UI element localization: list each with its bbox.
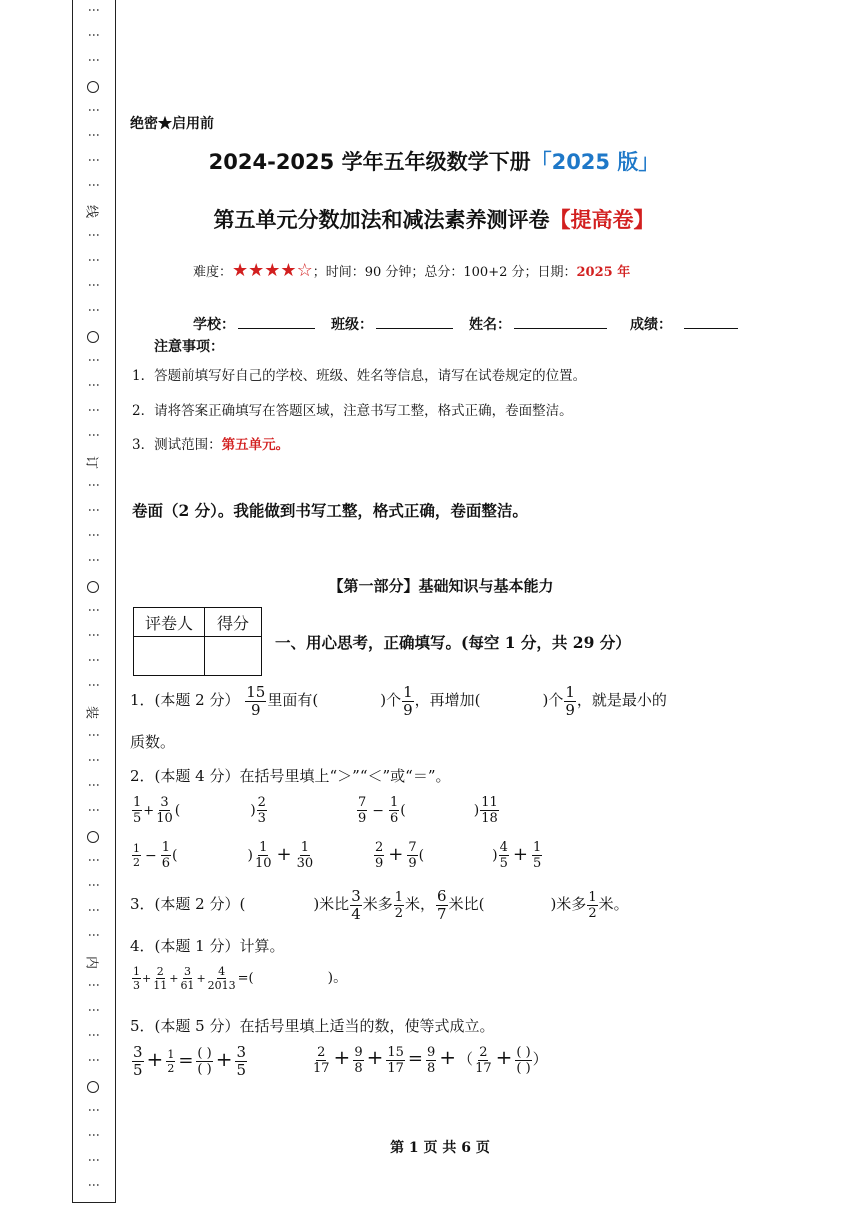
exam-meta-text: ；时间：90 分钟；总分：100+2 分；日期： bbox=[312, 265, 577, 280]
margin-dots: ⋮ bbox=[87, 4, 101, 16]
margin-dots: ⋮ bbox=[87, 479, 101, 491]
margin-dots: ⋮ bbox=[87, 1029, 101, 1041]
margin-dots: ⋮ bbox=[87, 654, 101, 666]
section-title: 一、用心思考，正确填写。(每空 1 分，共 29 分） bbox=[275, 633, 631, 652]
margin-dots: ⋮ bbox=[87, 604, 101, 616]
school-label: 学校： bbox=[193, 317, 235, 333]
notice-title: 注意事项： bbox=[154, 339, 224, 355]
margin-dots: ⋮ bbox=[87, 304, 101, 316]
page-footer: 第 1 页 共 6 页 bbox=[390, 1140, 490, 1156]
notice-item-3 bbox=[132, 433, 289, 453]
margin-dots: ⋮ bbox=[87, 379, 101, 391]
title-version: 「2025 版」 bbox=[530, 150, 660, 174]
class-field[interactable] bbox=[376, 328, 453, 329]
margin-dots: ⋮ bbox=[87, 1179, 101, 1191]
part-title: 【第一部分】基础知识与基本能力 bbox=[328, 577, 554, 595]
neatness-statement: 卷面（2 分）。我能做到书写工整，格式正确，卷面整洁。 bbox=[132, 501, 528, 520]
margin-dots: ⋮ bbox=[87, 779, 101, 791]
margin-dots: ⋮ bbox=[87, 104, 101, 116]
q5-blank-2[interactable]: $\frac{( )}{( )}$ bbox=[516, 1044, 531, 1076]
margin-dots: ⋮ bbox=[87, 804, 101, 816]
margin-dots: ⋮ bbox=[87, 904, 101, 916]
margin-circle bbox=[87, 81, 99, 93]
score-cell[interactable] bbox=[205, 637, 262, 676]
score-field[interactable] bbox=[684, 328, 738, 329]
margin-dots: ⋮ bbox=[87, 179, 101, 191]
notice-item-1: 1．答题前填写好自己的学校、班级、姓名等信息，请写在试卷规定的位置。 bbox=[132, 368, 587, 384]
score-label: 成绩： bbox=[630, 317, 672, 333]
q1-fraction-1: $\frac{15}{9}$ bbox=[246, 682, 266, 719]
question-4: 4．(本题 1 分）计算。 bbox=[130, 937, 285, 955]
margin-dots: ⋮ bbox=[87, 979, 101, 991]
margin-dots: ⋮ bbox=[87, 1129, 101, 1141]
margin-dots: ⋮ bbox=[87, 679, 101, 691]
question-5: 5．(本题 5 分）在括号里填上适当的数，使等式成立。 bbox=[130, 1017, 495, 1035]
margin-label: 内 bbox=[83, 955, 99, 969]
margin-dots: ⋮ bbox=[87, 154, 101, 166]
subtitle-main: 第五单元分数加法和减法素养测评卷 bbox=[213, 208, 550, 232]
school-field[interactable] bbox=[238, 328, 315, 329]
q5-equation-1: $\frac{3}{5}$ + $\frac{1}{2}$ = $\frac{( )}{( )}$ + $\frac{3}{5}$ bbox=[133, 1043, 246, 1079]
margin-dots: ⋮ bbox=[87, 729, 101, 741]
q5-equation-2: $\frac{2}{17}$ + $\frac{9}{8}$ + $\frac{15}{17}$ = $\frac{9}{8}$ + （ $\frac{2}{17}$ + $\frac{( )}{( )}$ ） bbox=[313, 1044, 548, 1076]
margin-dots: ⋮ bbox=[87, 929, 101, 941]
margin-dots: ⋮ bbox=[87, 1054, 101, 1066]
title-main: 2024-2025 学年五年级数学下册 bbox=[208, 150, 531, 174]
q2-expr-d: $\frac{2}{9}$ + $\frac{7}{9}$ ( ) $\frac{4}{5}$ + $\frac{1}{5}$ bbox=[375, 840, 542, 871]
secret-label: 绝密★启用前 bbox=[130, 116, 214, 132]
margin-label: 订 bbox=[83, 455, 99, 469]
binding-margin-marks bbox=[83, 0, 101, 1202]
margin-dots: ⋮ bbox=[87, 554, 101, 566]
margin-dots: ⋮ bbox=[87, 879, 101, 891]
margin-dots: ⋮ bbox=[87, 854, 101, 866]
q1-prefix: 1．(本题 2 分） bbox=[130, 691, 240, 709]
question-1: 1．(本题 2 分） $\frac{15}{9}$ 里面有( )个 $\frac{1}{9}$ ，再增加( )个 $\frac{1}{9}$ ，就是最小的 bbox=[130, 682, 667, 719]
q1-fraction-3: $\frac{1}{9}$ bbox=[565, 682, 575, 719]
margin-dots: ⋮ bbox=[87, 1154, 101, 1166]
margin-dots: ⋮ bbox=[87, 629, 101, 641]
margin-circle bbox=[87, 1081, 99, 1093]
margin-dots: ⋮ bbox=[87, 229, 101, 241]
notice-item-3-label: 3．测试范围： bbox=[132, 437, 222, 453]
margin-dots: ⋮ bbox=[87, 754, 101, 766]
name-field[interactable] bbox=[514, 328, 607, 329]
grader-table bbox=[133, 607, 262, 676]
q2-expr-b: $\frac{7}{9}$ − $\frac{1}{6}$ ( ) $\frac{11}{18}$ bbox=[358, 795, 498, 826]
margin-dots: ⋮ bbox=[87, 254, 101, 266]
margin-circle bbox=[87, 331, 99, 343]
margin-dots: ⋮ bbox=[87, 429, 101, 441]
subtitle-tag: 【提高卷】 bbox=[549, 208, 655, 232]
difficulty-label: 难度： bbox=[193, 265, 233, 280]
margin-dots: ⋮ bbox=[87, 1004, 101, 1016]
grader-cell[interactable] bbox=[134, 637, 205, 676]
q1-fraction-2: $\frac{1}{9}$ bbox=[403, 682, 413, 719]
page-subtitle bbox=[0, 204, 868, 234]
question-3: 3．(本题 2 分）( )米比 $\frac{3}{4}$ 米多 $\frac{1}{2}$ 米， $\frac{6}{7}$ 米比( )米多 $\frac{1}{2}$ 米。 bbox=[130, 886, 629, 923]
grader-header: 评卷人 bbox=[134, 608, 205, 637]
margin-dots: ⋮ bbox=[87, 1104, 101, 1116]
class-label: 班级： bbox=[331, 317, 373, 333]
q2-expr-a: $\frac{1}{5}$ + $\frac{3}{10}$ ( ) $\frac{2}{3}$ bbox=[133, 795, 266, 826]
q2-expr-c: $\frac{1}{2}$ − $\frac{1}{6}$ ( ) $\frac{1}{10}$ + $\frac{1}{30}$ bbox=[133, 840, 314, 871]
name-label: 姓名： bbox=[469, 317, 511, 333]
margin-dots: ⋮ bbox=[87, 354, 101, 366]
margin-label: 装 bbox=[83, 705, 99, 719]
margin-dots: ⋮ bbox=[87, 54, 101, 66]
page-title bbox=[0, 146, 868, 176]
difficulty-stars-filled: ★★★★ bbox=[232, 260, 297, 281]
q1-line-2: 质数。 bbox=[130, 733, 176, 751]
margin-circle bbox=[87, 831, 99, 843]
question-2: 2．(本题 4 分）在括号里填上“＞”“＜”或“＝”。 bbox=[130, 767, 451, 785]
margin-dots: ⋮ bbox=[87, 404, 101, 416]
q4-expression: $\frac{1}{3}$ + $\frac{2}{11}$ + $\frac{3}{61}$ + $\frac{4}{2013}$ =( )。 bbox=[133, 965, 348, 992]
margin-dots: ⋮ bbox=[87, 129, 101, 141]
exam-meta-line bbox=[193, 260, 630, 281]
margin-dots: ⋮ bbox=[87, 279, 101, 291]
notice-item-3-value: 第五单元。 bbox=[221, 437, 290, 453]
margin-dots: ⋮ bbox=[87, 529, 101, 541]
difficulty-star-empty: ☆ bbox=[296, 260, 313, 281]
score-header: 得分 bbox=[205, 608, 262, 637]
q5-blank-1[interactable]: $\frac{( )}{( )}$ bbox=[197, 1046, 212, 1077]
margin-dots: ⋮ bbox=[87, 29, 101, 41]
exam-date: 2025 年 bbox=[576, 265, 631, 280]
notice-item-2: 2．请将答案正确填写在答题区域，注意书写工整，格式正确，卷面整洁。 bbox=[132, 403, 573, 419]
margin-dots: ⋮ bbox=[87, 504, 101, 516]
margin-label: 线 bbox=[83, 204, 99, 218]
